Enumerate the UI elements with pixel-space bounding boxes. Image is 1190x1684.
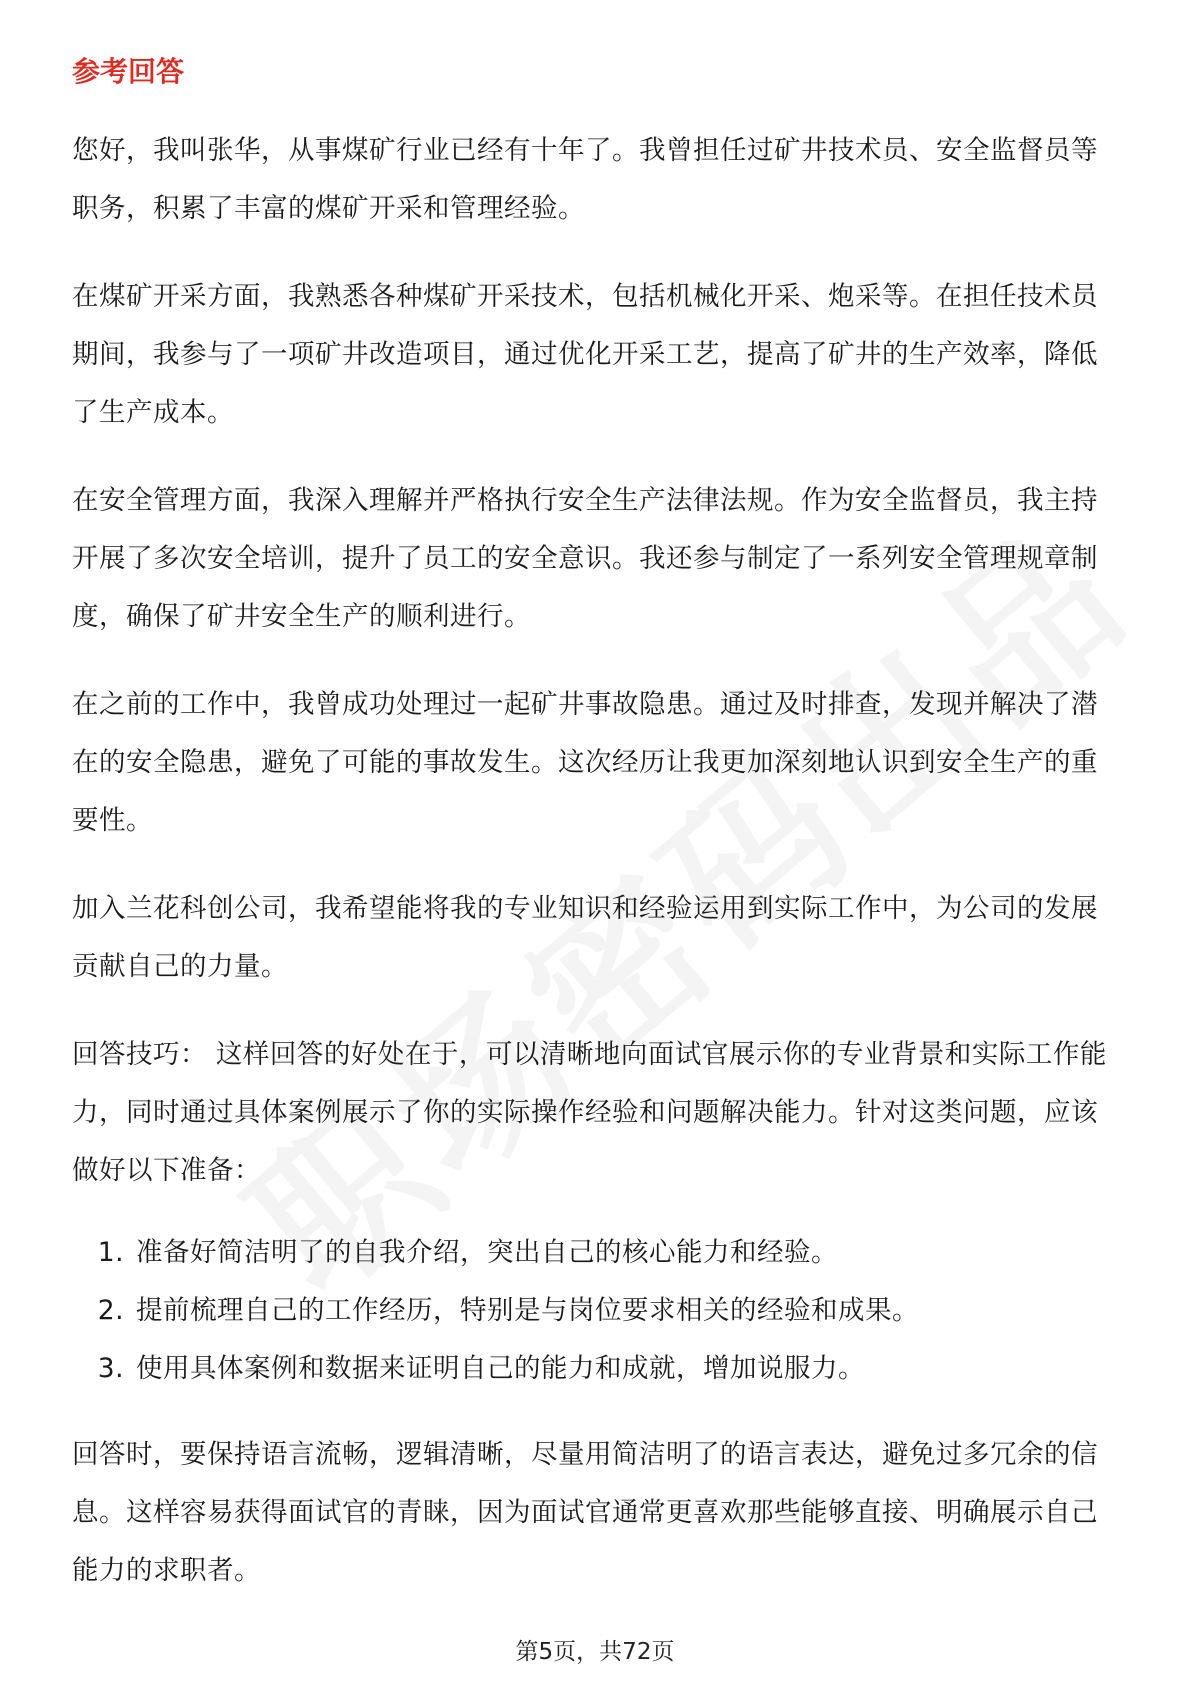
tips-list [72, 1224, 1122, 1398]
list-number: 2. [97, 1295, 124, 1326]
list-text: 准备好简洁明了的自我介绍，突出自己的核心能力和经验。 [136, 1237, 838, 1268]
incident-paragraph: 在之前的工作中，我曾成功处理过一起矿井事故隐患。通过及时排查，发现并解决了潜在的安全隐患，避免了可能的事故发生。这次经历让我更加深刻地认识到安全生产的重要性。 [72, 689, 1098, 836]
mining-paragraph: 在煤矿开采方面，我熟悉各种煤矿开采技术，包括机械化开采、炮采等。在担任技术员期间，我参与了一项矿井改造项目，通过优化开采工艺，提高了矿井的生产效率，降低了生产成本。 [72, 281, 1098, 428]
intro-paragraph: 您好，我叫张华，从事煤矿行业已经有十年了。我曾担任过矿井技术员、安全监督员等职务，积累了丰富的煤矿开采和管理经验。 [72, 135, 1098, 224]
closing-paragraph: 回答时，要保持语言流畅，逻辑清晰，尽量用简洁明了的语言表达，避免过多冗余的信息。这样容易获得面试官的青睐，因为面试官通常更喜欢那些能够直接、明确展示自己能力的求职者。 [72, 1439, 1098, 1586]
motivation-paragraph: 加入兰花科创公司，我希望能将我的专业知识和经验运用到实际工作中，为公司的发展贡献自己的力量。 [72, 893, 1098, 982]
tips-intro-paragraph: 回答技巧： 这样回答的好处在于，可以清晰地向面试官展示你的专业背景和实际工作能力，同时通过具体案例展示了你的实际操作经验和问题解决能力。针对这类问题，应该做好以下准备： [72, 1039, 1107, 1186]
page-number: 第5页，共72页 [515, 1639, 675, 1665]
list-text: 提前梳理自己的工作经历，特别是与岗位要求相关的经验和成果。 [136, 1295, 919, 1326]
section-heading: 参考回答 [72, 55, 185, 88]
main-content [72, 48, 1122, 1630]
list-item [72, 1224, 1122, 1282]
list-item [72, 1340, 1122, 1398]
list-number: 3. [97, 1353, 124, 1384]
list-number: 1. [97, 1237, 124, 1268]
list-item [72, 1282, 1122, 1340]
safety-paragraph: 在安全管理方面，我深入理解并严格执行安全生产法律法规。作为安全监督员，我主持开展了多次安全培训，提升了员工的安全意识。我还参与制定了一系列安全管理规章制度，确保了矿井安全生产的顺利进行。 [72, 485, 1098, 632]
list-text: 使用具体案例和数据来证明自己的能力和成就，增加说服力。 [136, 1353, 865, 1384]
